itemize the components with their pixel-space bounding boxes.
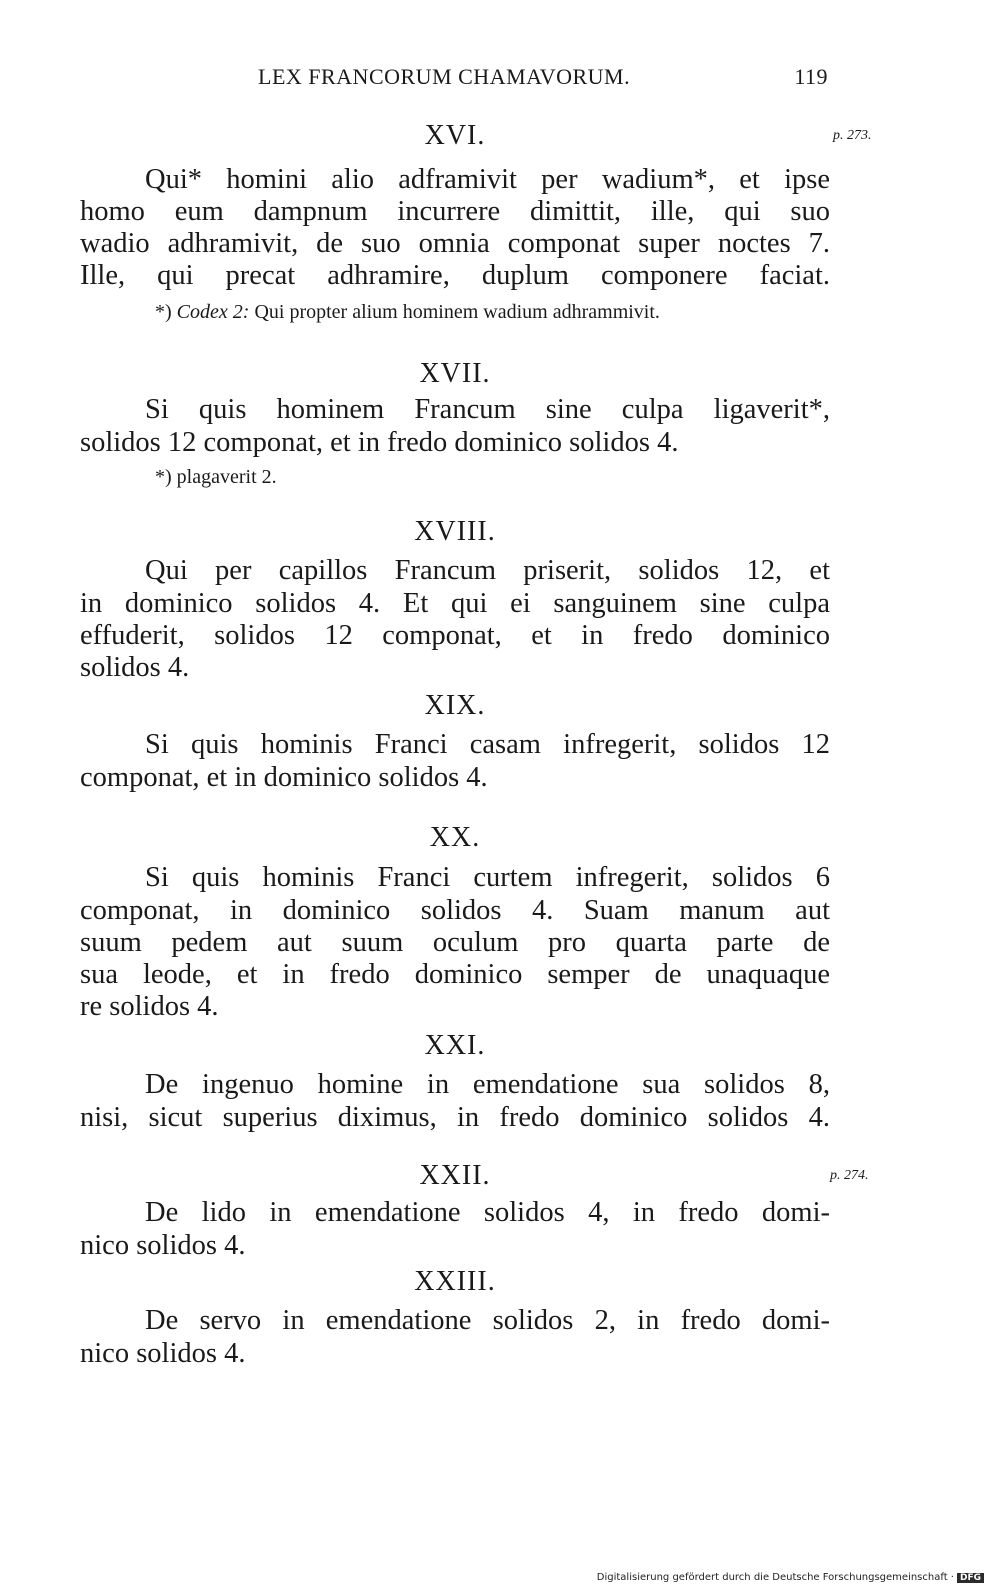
running-title: LEX FRANCORUM CHAMAVORUM. <box>258 64 631 89</box>
text-line: suum pedem aut suum oculum pro quarta parte de <box>80 927 830 958</box>
text-line: componat, in dominico solidos 4. Suam manum aut <box>80 895 830 926</box>
footnote-text: plagaverit 2. <box>176 466 277 488</box>
text-line: re solidos 4. <box>80 991 219 1022</box>
footnote <box>155 300 660 324</box>
running-head <box>80 64 830 94</box>
text-line: nico solidos 4. <box>80 1230 246 1261</box>
digitization-credit <box>597 1572 984 1583</box>
footnote-text: Qui propter alium hominem wadium adhrammivit. <box>254 301 660 323</box>
footnote-codex: Codex 2: <box>176 301 250 323</box>
margin-page-ref: p. 274. <box>830 1168 869 1183</box>
section-heading-xviii: XVIII. <box>414 516 496 547</box>
footnote-marker: *) <box>155 301 172 323</box>
text-line: De lido in emendatione solidos 4, in fredo domi- <box>145 1197 830 1228</box>
text-line: Ille, qui precat adhramire, duplum componere faciat. <box>80 260 830 291</box>
dfg-logo-icon: DFG <box>957 1573 984 1583</box>
section-heading-xx: XX. <box>429 822 481 853</box>
text-line: Si quis hominis Franci casam infregerit, solidos 12 <box>145 729 830 760</box>
credit-text: Digitalisierung gefördert durch die Deutsche Forschungsgemeinschaft · <box>596 1572 954 1583</box>
section-heading-xix: XIX. <box>424 690 486 721</box>
footnote-marker: *) <box>155 466 172 488</box>
text-line: Qui* homini alio adframivit per wadium*, et ipse <box>145 164 830 195</box>
text-line: in dominico solidos 4. Et qui ei sanguinem sine culpa <box>80 588 830 619</box>
section-heading-xxii: XXII. <box>419 1160 491 1191</box>
text-line: sua leode, et in fredo dominico semper de unaquaque <box>80 959 830 990</box>
margin-page-ref: p. 273. <box>833 128 872 143</box>
text-line: De servo in emendatione solidos 2, in fredo domi- <box>145 1305 830 1336</box>
text-line: nisi, sicut superius diximus, in fredo dominico solidos 4. <box>80 1102 830 1133</box>
text-line: wadio adhramivit, de suo omnia componat super noctes 7. <box>80 228 830 259</box>
text-line: Si quis hominem Francum sine culpa ligaverit*, <box>145 394 830 425</box>
section-heading-xvii: XVII. <box>419 358 491 389</box>
text-line: effuderit, solidos 12 componat, et in fredo dominico <box>80 620 830 651</box>
footnote <box>155 465 277 489</box>
text-line: Si quis hominis Franci curtem infregerit, solidos 6 <box>145 862 830 893</box>
text-line: componat, et in dominico solidos 4. <box>80 762 488 793</box>
section-heading-xxiii: XXIII. <box>414 1266 496 1297</box>
text-line: nico solidos 4. <box>80 1338 246 1369</box>
text-line: Qui per capillos Francum priserit, solidos 12, et <box>145 555 830 586</box>
section-heading-xxi: XXI. <box>424 1030 486 1061</box>
text-line: solidos 12 componat, et in fredo dominico solidos 4. <box>80 427 679 458</box>
text-line: De ingenuo homine in emendatione sua solidos 8, <box>145 1069 830 1100</box>
section-heading-xvi: XVI. <box>424 120 486 151</box>
text-line: solidos 4. <box>80 652 190 683</box>
page-number: 119 <box>794 64 828 89</box>
text-line: homo eum dampnum incurrere dimittit, ille, qui suo <box>80 196 830 227</box>
